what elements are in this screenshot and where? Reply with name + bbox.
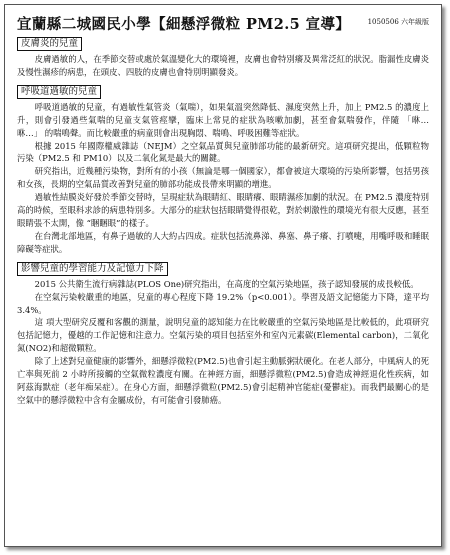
paragraph: 2015 公共衛生流行病雜誌(PLOS One)研究指出，在高度的空氣污染地區，孩子認知發展的成長較低。 — [34, 278, 419, 289]
paragraph: 研究指出，近幾種污染物，對所有的小孩（無論是哪一個國家），都會被這大環境的污染所影響，包括男孩和女孩，長期的空氣品質改善對兒童的肺部功能成長帶來明顯的增進。 — [17, 166, 429, 190]
document-header — [17, 11, 429, 31]
paragraph: 在台灣北部地區，有鼻子過敏的人大約占四成。症狀包括流鼻涕、鼻塞、鼻子癢、打噴嚏，用嘴呼吸和睡眠障礙等症狀。 — [17, 230, 429, 254]
section-heading: 皮膚炎的兒童 — [17, 37, 82, 51]
section-heading: 呼吸道過敏的兒童 — [17, 85, 101, 99]
paragraph: 根據 2015 年國際權威雜誌（NEJM）之空氣品質與兒童肺部功能的最新研究。這項研究提出，低顆粒物污染（PM2.5 和 PM10）以及二氧化氮是最大的關鍵。 — [17, 140, 429, 164]
paragraph: 這 項大型研究反覆和客觀的測量，說明兒童的認知能力在比較嚴重的空氣污染地區是比較低的，此項研究包括記憶力，優越的工作記憶和注意力。空氣污染的項目包括室外和室內元素碳(Elemental carbon)，二氧化氮(NO2)和超微顆粒。 — [17, 317, 429, 354]
document-title: 宜蘭縣二城國民小學【細懸浮微粒 PM2.5 宣導】 — [17, 16, 351, 33]
section-respiratory-allergy — [17, 79, 429, 256]
paragraph: 呼吸道過敏的兒童，有過敏性氣管炎（氣喘），如果氣溫突然降低、濕度突然上升，加上 PM2.5 的濃度上升，則會引發過些氣喘的兒童支氣管痙攣，臨床上常見的症狀為咳嗽加劇，甚至會氣喘發作，伴隨 「咻…咻…」 的喘鳴聲。而比較嚴重的病童則會出現胸悶、喘鳴、呼吸困難等症狀。 — [17, 101, 429, 138]
paragraph: 過敏性結膜炎好發於季節交替時，呈現症狀為眼睛紅、眼睛癢、眼睛濕疹加劇的狀況。在 PM2.5 濃度特別高的時候，至眼科求診的病患特別多。大部分的症狀包括眼睛覺得很乾，對於刺激性的環境光有很大反應，甚至眼睛張不太開，像 “睏睏眼”的樣子。 — [17, 192, 429, 228]
document-page — [4, 4, 442, 547]
paragraph: 皮膚過敏的人，在季節交替或處於氣溫變化大的環境裡，皮膚也會特別癢及異常泛紅的狀況。脂漏性皮膚炎及慢性濕疹的病患，在頭皮、四肢的皮膚也會特別明顯發炎。 — [17, 54, 429, 77]
section-heading: 影響兒童的學習能力及記憶力下降 — [17, 262, 168, 276]
paragraph: 除了上述對兒童健康的影響外，細懸浮微粒(PM2.5)也會引起主動脈粥狀硬化。在老人部分，中風病人的死亡率與死前 2 小時所接觸的空氣微粒濃度有關。在神經方面，細懸浮微粒(PM2.5)會造成神經退化性疾病，如阿茲海默症（老年痴呆症）。在身心方面，細懸浮微粒(PM2.5)會引起精神官能症(憂鬱症)。而我們最關心的是空氣中的懸浮微粒中含有金屬成份，有可能會引發肺癌。 — [17, 356, 429, 405]
document-code: 1050506 六年級版 — [367, 18, 429, 26]
section-learning-memory — [17, 256, 429, 407]
paragraph: 在空氣污染較嚴重的地區，兒童的專心程度下降 19.2%（p<0.001）。學習及語文記憶能力下降，達平均 3.4%。 — [17, 291, 429, 315]
section-skin-allergy — [17, 31, 429, 79]
